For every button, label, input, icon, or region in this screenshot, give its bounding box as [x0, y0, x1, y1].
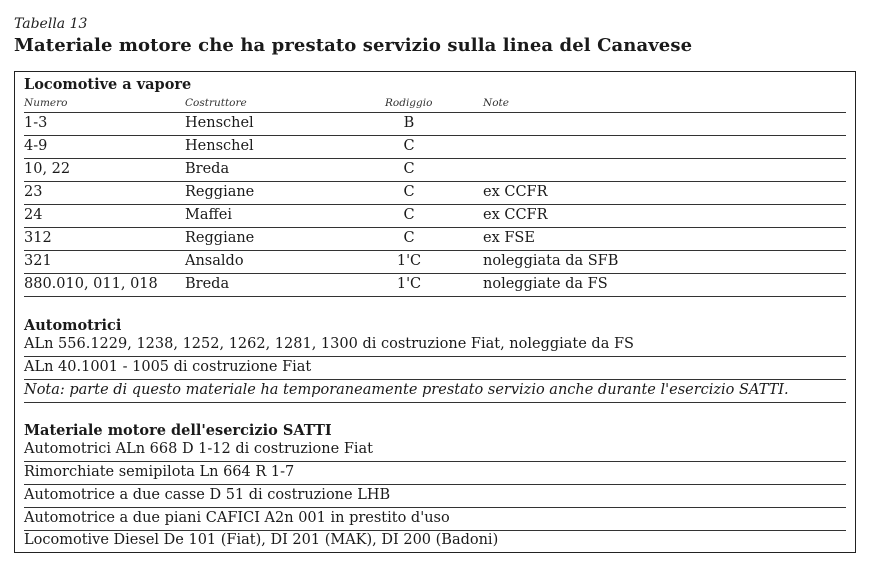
cell-costruttore: Henschel	[185, 115, 254, 131]
col-costruttore: Costruttore	[185, 97, 247, 109]
satti-heading: Materiale motore dell'esercizio SATTI	[24, 422, 332, 439]
cell-rodiggio: 1'C	[396, 276, 422, 292]
railcar-text: ALn 556.1229, 1238, 1252, 1262, 1281, 1300 di costruzione Fiat, noleggiate da FS	[24, 336, 634, 352]
cell-rodiggio: C	[403, 161, 415, 177]
satti-text: Rimorchiate semipilota Ln 664 R 1-7	[24, 464, 295, 480]
cell-note: noleggiata da SFB	[483, 253, 619, 269]
cell-costruttore: Breda	[185, 161, 230, 177]
cell-numero: 4-9	[24, 138, 48, 154]
cell-costruttore: Reggiane	[185, 184, 255, 200]
satti-text: Locomotive Diesel De 101 (Fiat), DI 201 (MAK), DI 200 (Badoni)	[24, 532, 499, 548]
cell-costruttore: Henschel	[185, 138, 254, 154]
cell-numero: 24	[24, 207, 43, 223]
table-label: Tabella 13	[14, 16, 88, 32]
cell-rodiggio: B	[403, 115, 415, 131]
satti-text: Automotrice a due piani CAFICI A2n 001 in prestito d'uso	[24, 510, 450, 526]
cell-numero: 23	[24, 184, 43, 200]
cell-note: ex FSE	[483, 230, 535, 246]
cell-costruttore: Ansaldo	[185, 253, 244, 269]
cell-numero: 1-3	[24, 115, 48, 131]
table-row	[24, 205, 846, 228]
table-row	[24, 113, 846, 136]
cell-rodiggio: 1'C	[396, 253, 422, 269]
cell-note: ex CCFR	[483, 207, 548, 223]
list-item	[24, 439, 846, 462]
page-title: Materiale motore che ha prestato servizio sulla linea del Canavese	[14, 35, 693, 56]
cell-numero: 880.010, 011, 018	[24, 276, 158, 292]
list-item	[24, 357, 846, 380]
col-note: Note	[483, 97, 509, 109]
railcars-heading: Automotrici	[24, 317, 122, 334]
list-item	[24, 485, 846, 508]
cell-numero: 312	[24, 230, 52, 246]
railcars-note	[24, 380, 846, 403]
satti-text: Automotrice a due casse D 51 di costruzione LHB	[24, 487, 391, 503]
cell-rodiggio: C	[403, 230, 415, 246]
cell-rodiggio: C	[403, 138, 415, 154]
table-row	[24, 159, 846, 182]
list-item	[24, 508, 846, 531]
steam-heading: Locomotive a vapore	[24, 76, 192, 93]
satti-text: Automotrici ALn 668 D 1-12 di costruzione Fiat	[24, 441, 373, 457]
list-item	[24, 334, 846, 357]
table-row	[24, 136, 846, 159]
col-numero: Numero	[24, 97, 68, 109]
table-row	[24, 251, 846, 274]
cell-costruttore: Reggiane	[185, 230, 255, 246]
cell-rodiggio: C	[403, 207, 415, 223]
table-row	[24, 228, 846, 251]
col-rodiggio: Rodiggio	[385, 97, 433, 109]
table-row	[24, 182, 846, 205]
cell-numero: 10, 22	[24, 161, 71, 177]
cell-numero: 321	[24, 253, 52, 269]
cell-costruttore: Maffei	[185, 207, 233, 223]
list-item	[24, 462, 846, 485]
list-item	[24, 530, 846, 553]
table-row	[24, 274, 846, 297]
cell-rodiggio: C	[403, 184, 415, 200]
cell-note: noleggiate da FS	[483, 276, 608, 292]
note-text: Nota: parte di questo materiale ha temporaneamente prestato servizio anche durante l'esercizio SATTI.	[24, 382, 789, 398]
railcar-text: ALn 40.1001 - 1005 di costruzione Fiat	[24, 359, 312, 375]
cell-costruttore: Breda	[185, 276, 230, 292]
cell-note: ex CCFR	[483, 184, 548, 200]
